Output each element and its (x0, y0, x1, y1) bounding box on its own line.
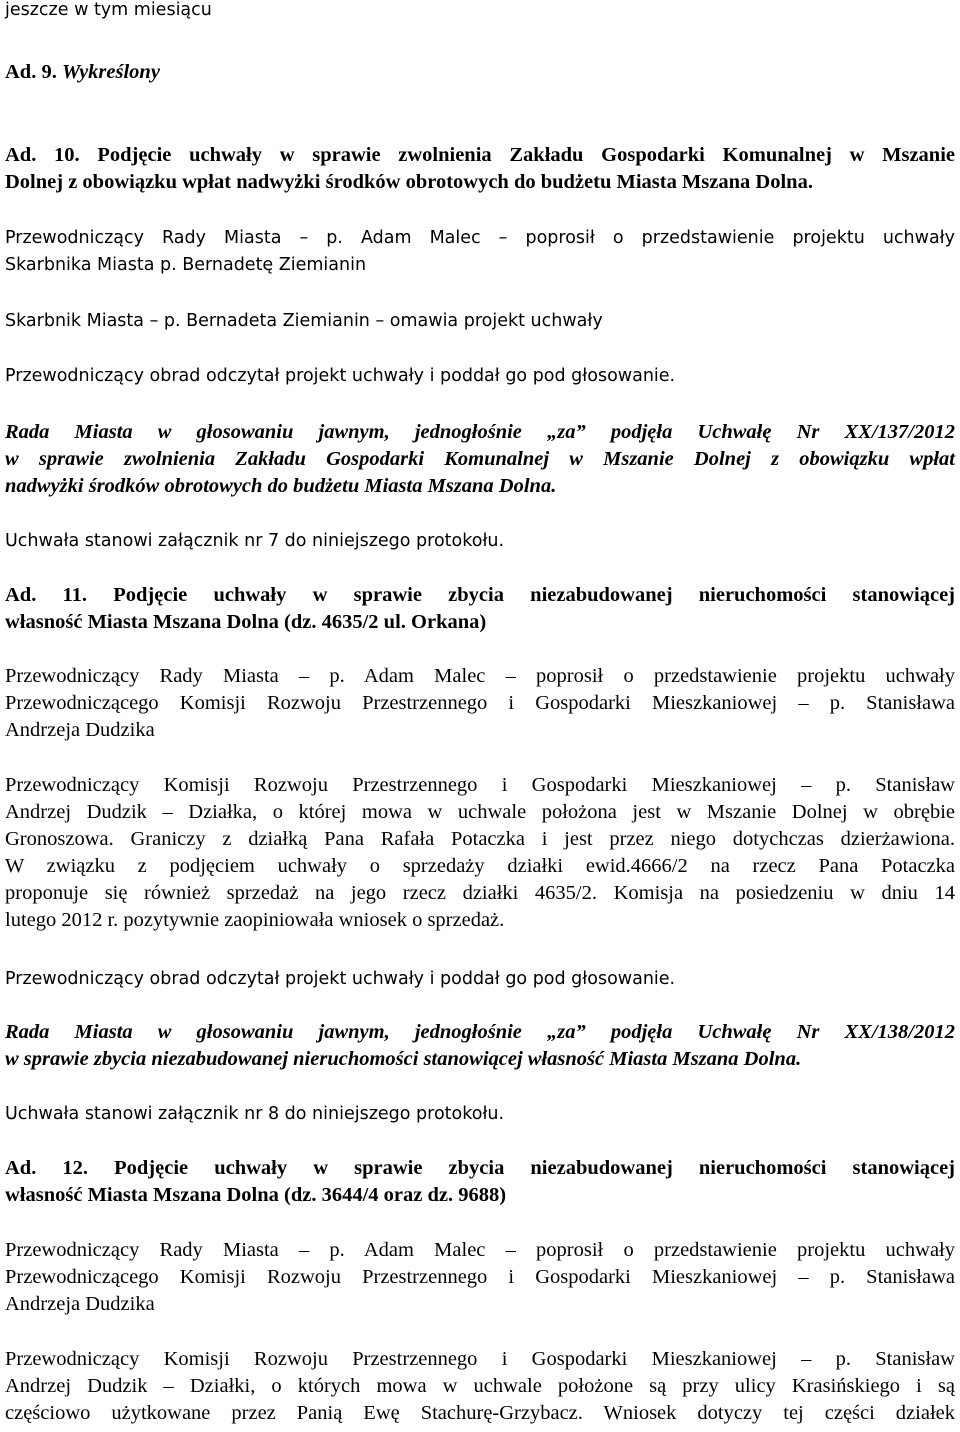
attachment-note: Uchwała stanowi załącznik nr 7 do niniejszego protokołu. (5, 531, 505, 551)
heading-line: własność Miasta Mszana Dolna (dz. 4635/2 ul. Orkana) (5, 611, 487, 633)
heading-line: Ad. 11. Podjęcie uchwały w sprawie zbycia niezabudowanej nieruchomości stanowiącej (5, 584, 955, 606)
item-ad12-heading (5, 1155, 955, 1209)
attachment-note: Uchwała stanowi załącznik nr 8 do niniejszego protokołu. (5, 1104, 505, 1124)
resolution-line: nadwyżki środków obrotowych do budżetu Miasta Mszana Dolna. (5, 475, 557, 497)
item-ad10-heading (5, 142, 955, 196)
resolution-line: Rada Miasta w głosowaniu jawnym, jednogłośnie „za” podjęła Uchwałę Nr XX/137/2012 (5, 421, 955, 443)
resolution-line: w sprawie zwolnienia Zakładu Gospodarki Komunalnej w Mszanie Dolnej z obowiązku wpłat (5, 448, 955, 470)
item-ad11-vote-call (5, 966, 955, 993)
item-ad11-heading (5, 582, 955, 636)
paragraph-line: Gronoszowa. Graniczy z działką Pana Rafała Potaczka i jest przez niego dotychczas dzierżawiona. (5, 828, 955, 850)
heading-line: własność Miasta Mszana Dolna (dz. 3644/4 oraz dz. 9688) (5, 1184, 507, 1206)
resolution-line: Rada Miasta w głosowaniu jawnym, jednogłośnie „za” podjęła Uchwałę Nr XX/138/2012 (5, 1021, 955, 1043)
paragraph-line: Przewodniczący obrad odczytał projekt uchwały i poddał go pod głosowanie. (5, 366, 676, 386)
resolution-line: w sprawie zbycia niezabudowanej nieruchomości stanowiącej własność Miasta Mszana Dolna. (5, 1048, 802, 1070)
paragraph-line: Przewodniczący Komisji Rozwoju Przestrzennego i Gospodarki Mieszkaniowej – p. Stanisław (5, 774, 955, 796)
paragraph-line: Andrzej Dudzik – Działka, o której mowa w uchwale położona jest w Mszanie Dolnej w obrębie (5, 801, 955, 823)
paragraph-line: Skarbnik Miasta – p. Bernadeta Ziemianin – omawia projekt uchwały (5, 311, 603, 331)
paragraph-line: Przewodniczącego Komisji Rozwoju Przestrzennego i Gospodarki Mieszkaniowej – p. Stanisława (5, 692, 955, 714)
item-ad12-chair-request (5, 1237, 955, 1318)
paragraph-line: Skarbnika Miasta p. Bernadetę Ziemianin (5, 255, 367, 275)
item-ad9-status: Wykreślony (61, 61, 160, 83)
item-ad11-resolution (5, 1019, 955, 1073)
heading-line: Ad. 10. Podjęcie uchwały w sprawie zwolnienia Zakładu Gospodarki Komunalnej w Mszanie (5, 144, 955, 166)
item-ad10-resolution (5, 419, 955, 500)
paragraph-line: proponuje się również sprzedaż na jego rzecz działki 4635/2. Komisja na posiedzeniu w dniu 14 (5, 882, 955, 904)
paragraph-line: lutego 2012 r. pozytywnie zaopiniowała wniosek o sprzedaż. (5, 909, 505, 931)
paragraph-line: W związku z podjęciem uchwały o sprzedaży działki ewid.4666/2 na rzecz Pana Potaczka (5, 855, 955, 877)
item-ad9-number: Ad. 9. (5, 61, 57, 83)
paragraph-line: Przewodniczącego Komisji Rozwoju Przestrzennego i Gospodarki Mieszkaniowej – p. Stanisława (5, 1266, 955, 1288)
item-ad11-attachment (5, 1101, 955, 1128)
heading-line: Ad. 12. Podjęcie uchwały w sprawie zbycia niezabudowanej nieruchomości stanowiącej (5, 1157, 955, 1179)
paragraph-line: Przewodniczący Rady Miasta – p. Adam Malec – poprosił o przedstawienie projektu uchwały (5, 228, 955, 248)
item-ad10-chair-request (5, 225, 955, 279)
item-ad11-chair-request (5, 663, 955, 744)
item-ad11-commission (5, 772, 955, 934)
heading-line: Dolnej z obowiązku wpłat nadwyżki środków obrotowych do budżetu Miasta Mszana Dolna. (5, 171, 813, 193)
paragraph-line: Andrzeja Dudzika (5, 1293, 155, 1315)
item-ad12-commission (5, 1346, 955, 1427)
paragraph-line: Andrzeja Dudzika (5, 719, 155, 741)
paragraph-line: Przewodniczący Komisji Rozwoju Przestrzennego i Gospodarki Mieszkaniowej – p. Stanisław (5, 1348, 955, 1370)
item-ad10-attachment (5, 528, 955, 555)
paragraph-line: Przewodniczący Rady Miasta – p. Adam Malec – poprosił o przedstawienie projektu uchwały (5, 665, 955, 687)
paragraph-line: Przewodniczący Rady Miasta – p. Adam Malec – poprosił o przedstawienie projektu uchwały (5, 1239, 955, 1261)
item-ad10-treasurer (5, 308, 955, 335)
paragraph-line: Przewodniczący obrad odczytał projekt uchwały i poddał go pod głosowanie. (5, 969, 676, 989)
item-ad10-vote-call (5, 363, 955, 390)
continuation-line: jeszcze w tym miesiącu (5, 0, 212, 20)
paragraph-line: częściowo użytkowane przez Panią Ewę Stachurę-Grzybacz. Wniosek dotyczy tej części działek (5, 1402, 955, 1424)
continuation-text (5, 0, 955, 24)
item-ad9 (5, 59, 955, 86)
paragraph-line: Andrzej Dudzik – Działki, o których mowa w uchwale położone są przy ulicy Krasińskiego i są (5, 1375, 955, 1397)
